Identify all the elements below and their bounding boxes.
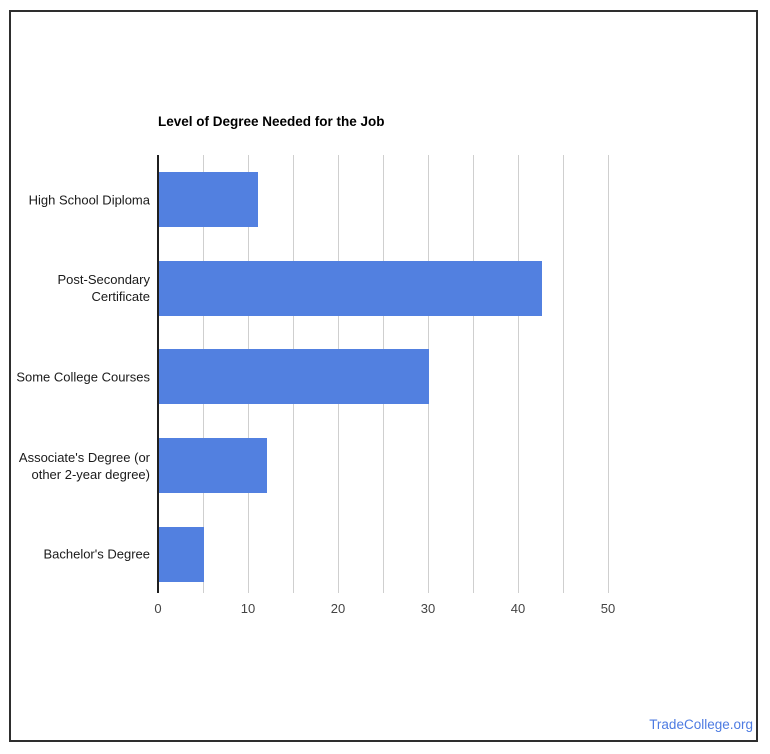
- gridline-50: [608, 155, 609, 593]
- x-tick-label-0: 0: [154, 601, 162, 616]
- bar-some-college-courses: [159, 349, 429, 404]
- gridline-35: [473, 155, 474, 593]
- bar-associates-degree: [159, 438, 267, 493]
- category-label-bachelors-degree: Bachelor's Degree: [43, 546, 150, 562]
- category-label-associates-degree: Associate's Degree (or other 2-year degree): [18, 450, 150, 482]
- x-tick-label-10: 10: [240, 601, 256, 616]
- x-tick-label-40: 40: [510, 601, 526, 616]
- x-tick-label-20: 20: [330, 601, 346, 616]
- category-label-some-college-courses: Some College Courses: [16, 369, 150, 385]
- category-label-high-school-diploma: High School Diploma: [28, 192, 150, 208]
- x-tick-label-30: 30: [420, 601, 436, 616]
- x-tick-label-50: 50: [600, 601, 616, 616]
- category-label-post-secondary-certificate: Post-Secondary Certificate: [57, 272, 150, 304]
- bar-post-secondary-certificate: [159, 261, 542, 316]
- footer-link-tradecollege[interactable]: TradeCollege.org: [649, 717, 753, 732]
- chart-title: Level of Degree Needed for the Job: [158, 114, 385, 129]
- gridline-45: [563, 155, 564, 593]
- gridline-40: [518, 155, 519, 593]
- bar-high-school-diploma: [159, 172, 258, 227]
- bar-bachelors-degree: [159, 527, 204, 582]
